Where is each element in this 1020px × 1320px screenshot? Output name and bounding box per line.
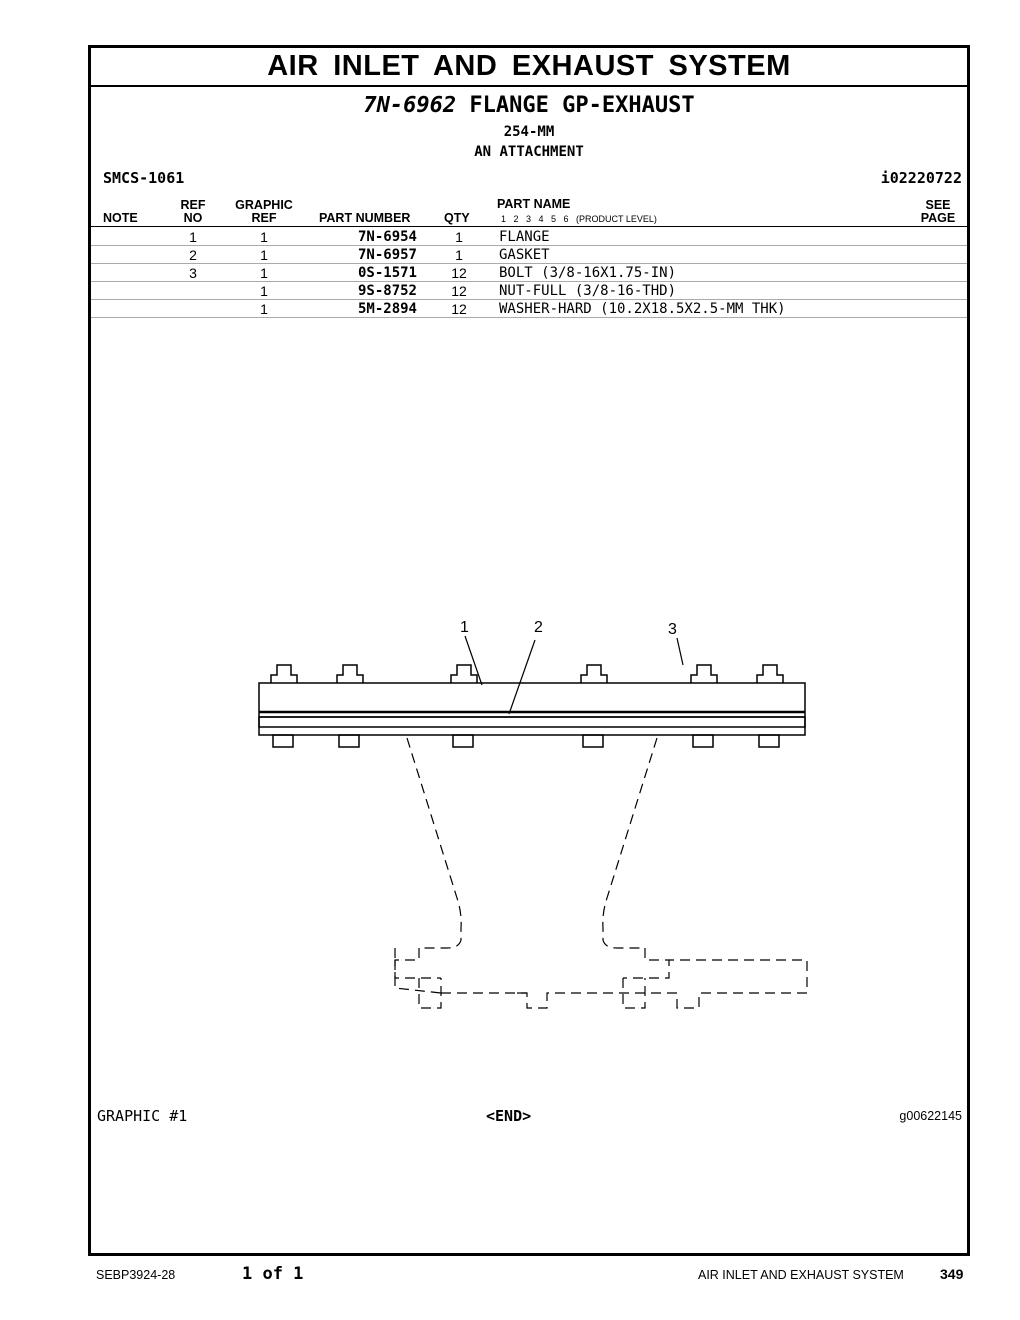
table-row: 1 1 7N-6954 1 FLANGE [189, 229, 550, 245]
top-nuts [271, 665, 783, 683]
callout-leaders [465, 636, 683, 714]
header-note: NOTE [103, 211, 138, 225]
page-frame [88, 45, 970, 1256]
header-part-number: PART NUMBER [319, 211, 411, 225]
doc-id: SEBP3924-28 [96, 1268, 176, 1282]
page-of: 1 of 1 [242, 1264, 304, 1284]
header-part-name: PART NAME [497, 197, 571, 211]
title-divider [91, 85, 967, 87]
header-rule [91, 226, 967, 227]
callout-1-leader [465, 636, 482, 685]
header-product-level: 1 2 3 4 5 6 (PRODUCT LEVEL) [501, 214, 657, 224]
row-divider [91, 317, 967, 318]
callout-2-leader [509, 640, 535, 714]
graphic-id: g00622145 [899, 1109, 962, 1123]
table-row: 1 9S-8752 12 NUT-FULL (3/8-16-THD) [260, 283, 677, 299]
header-ref-no: REF NO [180, 198, 206, 225]
graphic-label: GRAPHIC #1 [97, 1107, 188, 1125]
end-marker: <END> [486, 1107, 532, 1125]
footer-section: AIR INLET AND EXHAUST SYSTEM [698, 1268, 904, 1282]
page-number: 349 [940, 1266, 964, 1282]
exhaust-manifold-phantom [395, 738, 807, 1008]
row-divider [91, 245, 967, 246]
table-row: 1 5M-2894 12 WASHER-HARD (10.2X18.5X2.5-MM THK) [260, 301, 786, 317]
group-name: FLANGE GP-EXHAUST [469, 93, 695, 118]
group-part-number: 7N-6962 [363, 93, 457, 118]
group-attachment: AN ATTACHMENT [474, 144, 584, 160]
callout-3-leader [677, 638, 683, 665]
row-divider [91, 299, 967, 300]
smcs-code: SMCS-1061 [103, 169, 185, 187]
row-divider [91, 281, 967, 282]
header-see-page: SEE PAGE [920, 198, 956, 225]
group-size: 254-MM [503, 124, 555, 140]
section-title: AIR INLET AND EXHAUST SYSTEM [267, 50, 791, 82]
flange-drawing [247, 568, 817, 1028]
table-row: 2 1 7N-6957 1 GASKET [189, 247, 550, 263]
group-heading [91, 93, 967, 118]
table-row: 3 1 0S-1571 12 BOLT (3/8-16X1.75-IN) [189, 265, 677, 281]
lower-plate [259, 717, 805, 727]
header-qty: QTY [444, 211, 470, 225]
info-id: i02220722 [880, 169, 962, 187]
bottom-bolt-heads [273, 735, 779, 747]
header-graphic-ref: GRAPHIC REF [235, 198, 293, 225]
callout-3: 3 [668, 621, 677, 638]
callout-1: 1 [460, 619, 469, 636]
callout-2: 2 [534, 619, 543, 636]
flange-assembly [259, 636, 807, 1008]
row-divider [91, 263, 967, 264]
